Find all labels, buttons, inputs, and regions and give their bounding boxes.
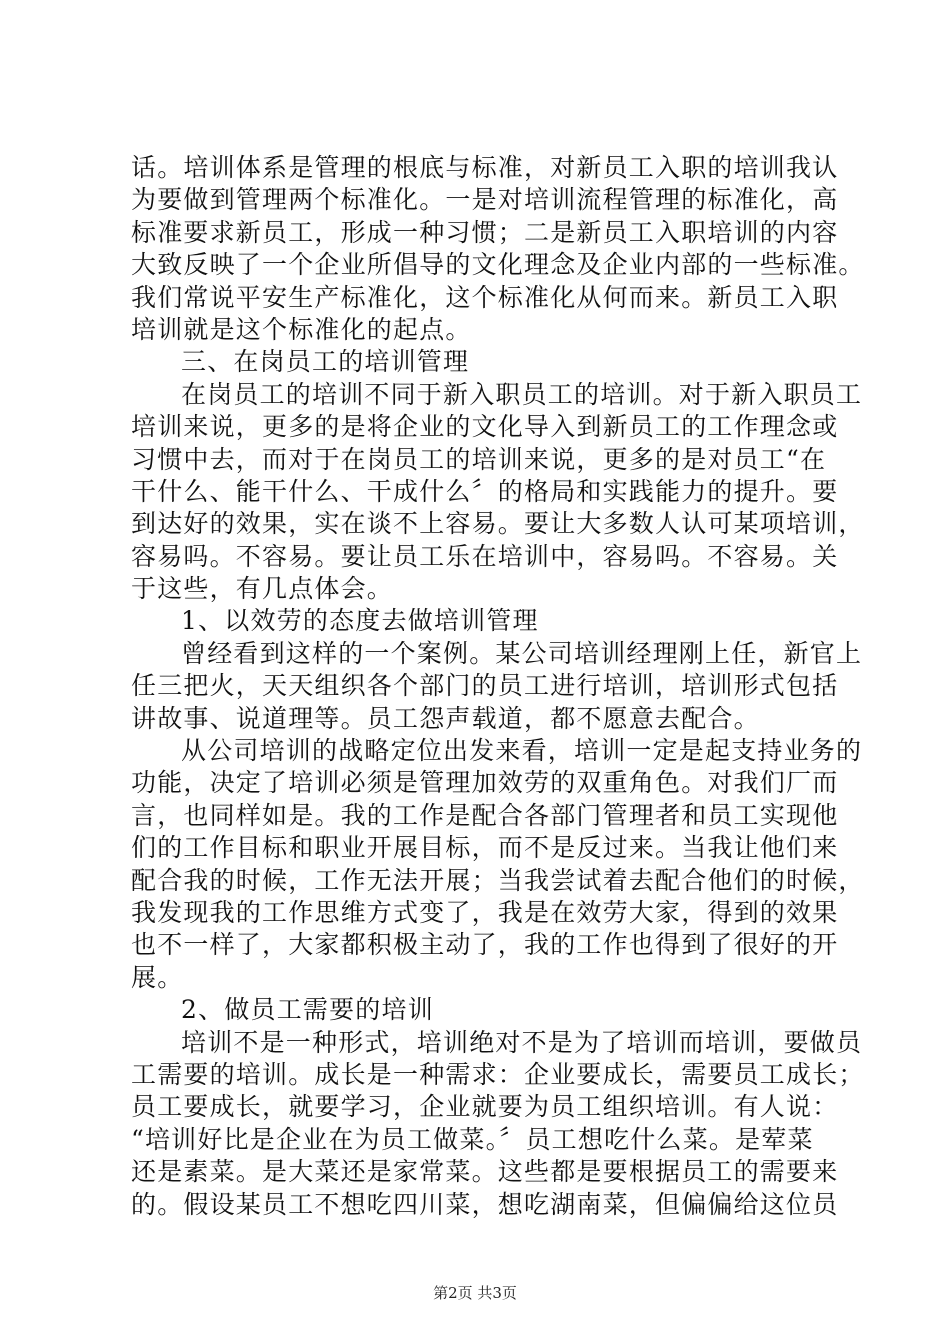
text-line: 习惯中去，而对于在岗员工的培训来说，更多的是对员工“在 — [131, 444, 827, 474]
text-line: 话。培训体系是管理的根底与标准，对新员工入职的培训我认 — [131, 153, 839, 182]
text-line: 还是素菜。是大菜还是家常菜。这些都是要根据员工的需要来 — [131, 1157, 839, 1187]
text-line: 培训来说，更多的是将企业的文化导入到新员工的工作理念或 — [131, 412, 839, 442]
text-line: 员工要成长，就要学习，企业就要为员工组织培训。有人说： — [131, 1092, 839, 1122]
page-number-footer: 第2页 共3页 — [433, 1284, 517, 1302]
text-line: 在岗员工的培训不同于新入职员工的培训。对于新入职员工 — [181, 379, 863, 409]
text-line: 展。 — [131, 962, 184, 992]
section-heading: 三、在岗员工的培训管理 — [181, 347, 470, 377]
text-line: 言，也同样如是。我的工作是配合各部门管理者和员工实现他 — [131, 800, 839, 830]
text-line: 培训不是一种形式，培训绝对不是为了培训而培训，要做员 — [181, 1027, 863, 1057]
text-line: 任三把火，天天组织各个部门的员工进行培训，培训形式包括 — [131, 671, 839, 701]
text-line: 曾经看到这样的一个案例。某公司培训经理刚上任，新官上 — [181, 638, 863, 668]
text-line: 功能，决定了培训必须是管理加效劳的双重角色。对我们厂而 — [131, 768, 839, 798]
text-line: 们的工作目标和职业开展目标，而不是反过来。当我让他们来 — [131, 833, 839, 863]
text-line: 标准要求新员工，形成一种习惯；二是新员工入职培训的内容 — [131, 217, 839, 247]
subsection-heading: 1、以效劳的态度去做培训管理 — [181, 606, 539, 636]
text-line: 工需要的培训。成长是一种需求：企业要成长，需要员工成长； — [131, 1059, 865, 1089]
text-line: 容易吗。不容易。要让员工乐在培训中，容易吗。不容易。关 — [131, 541, 839, 571]
text-line: 为要做到管理两个标准化。一是对培训流程管理的标准化，高 — [131, 185, 839, 215]
text-line: 干什么、能干什么、干成什么〞的格局和实践能力的提升。要 — [131, 476, 839, 506]
text-line: “培训好比是企业在为员工做菜。〞员工想吃什么菜。是荤菜 — [131, 1124, 814, 1154]
text-line: 我发现我的工作思维方式变了，我是在效劳大家，得到的效果 — [131, 897, 839, 927]
text-line: 也不一样了，大家都积极主动了，我的工作也得到了很好的开 — [131, 930, 839, 960]
text-line: 的。假设某员工不想吃四川菜，想吃湖南菜，但偏偏给这位员 — [131, 1189, 839, 1219]
text-line: 配合我的时候，工作无法开展；当我尝试着去配合他们的时候， — [131, 865, 865, 895]
text-line: 培训就是这个标准化的起点。 — [131, 314, 472, 344]
text-line: 我们常说平安生产标准化，这个标准化从何而来。新员工入职 — [131, 282, 839, 312]
text-line: 于这些，有几点体会。 — [131, 574, 394, 604]
subsection-heading: 2、做员工需要的培训 — [181, 995, 434, 1025]
text-line: 讲故事、说道理等。员工怨声载道，都不愿意去配合。 — [131, 703, 760, 733]
text-line: 大致反映了一个企业所倡导的文化理念及企业内部的一些标准。 — [131, 250, 865, 280]
text-line: 到达好的效果，实在谈不上容易。要让大多数人认可某项培训， — [131, 509, 865, 539]
document-body — [131, 152, 865, 1221]
text-line: 从公司培训的战略定位出发来看，培训一定是起支持业务的 — [181, 736, 863, 766]
